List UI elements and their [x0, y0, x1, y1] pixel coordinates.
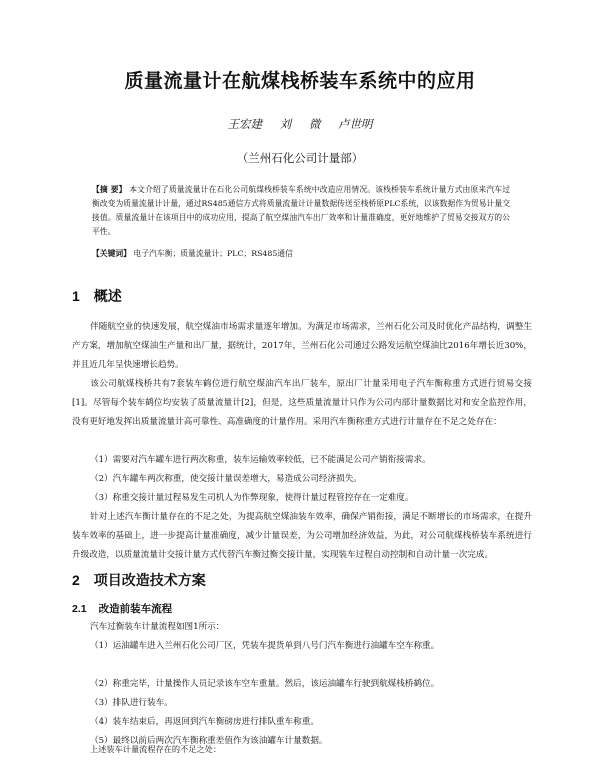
- subsection-number: 2.1: [72, 603, 87, 615]
- paragraph-text: 汽车过衡装车计量流程如图1所示：: [90, 622, 225, 632]
- paragraph-text: 针对上述汽车衡计量存在的不足之处，为提高航空煤油装车效率，确保产销衔接，满足不断增长的市场需求，在提升装车效率的基础上，进一步提高计量准确度，减少计量误差，为公司增加经济效益，为此，对公司航煤栈桥装车系统进行升级改造，以质量流量计交接计量方式代替汽车衡过衡交接计量，实现装车过程自动控制和自动计量一次完成。: [72, 512, 532, 560]
- section-title: 概述: [93, 288, 122, 304]
- abstract: [92, 183, 510, 239]
- list-item: （3）称重交接计量过程易发生司机人为作弊现象，使得计量过程管控存在一定难度。: [90, 493, 414, 503]
- paragraph: [72, 618, 532, 637]
- section-number: 2: [72, 572, 80, 588]
- list-item: （4）装车结束后，再返回到汽车衡磅房进行排队重车称重。: [90, 717, 319, 727]
- list-item: （2）汽车罐车两次称重，使交接计量误差增大，易造成公司经济损失。: [90, 474, 362, 484]
- section-number: 1: [72, 288, 80, 304]
- abstract-label: 【摘 要】: [92, 185, 127, 194]
- paragraph-text: 上述装车计量流程存在的不足之处：: [90, 744, 222, 754]
- subsection-title: 改造前装车流程: [98, 603, 173, 615]
- paragraph: [72, 508, 532, 565]
- paragraph-text: 伴随航空业的快速发展，航空煤油市场需求量逐年增加。为满足市场需求，兰州石化公司及时优化产品结构，调整生产方案，增加航空煤油生产量和出厂量，据统计，2017年，兰州石化公司通过公路发运航空煤油比2016年增长近30%，并且近几年呈快速增长趋势。: [72, 322, 532, 370]
- list-item: （3）排队进行装车。: [90, 698, 173, 708]
- section-heading: [72, 570, 206, 590]
- affiliation: （兰州石化公司计量部）: [236, 151, 364, 165]
- subsection-heading: [72, 601, 172, 616]
- paragraph: [72, 742, 532, 756]
- author-name: 卢世明: [337, 117, 373, 131]
- list-item: （1）需要对汽车罐车进行两次称重，装车运输效率较低，已不能满足公司产销衔接需求。: [90, 455, 431, 465]
- author-name: 刘 微: [279, 117, 321, 131]
- paper-title: 质量流量计在航煤栈桥装车系统中的应用: [124, 70, 476, 92]
- paragraph: [72, 318, 532, 375]
- section-title: 项目改造技术方案: [93, 572, 206, 588]
- list-item: （1）运油罐车进入兰州石化公司厂区，凭装车提货单到八号门汽车衡进行油罐车空车称重。: [90, 641, 440, 651]
- abstract-text: 本文介绍了质量流量计在石化公司航煤栈桥装车系统中改造应用情况。该栈桥装车系统计量方式由原来汽车过衡改变为质量流量计计量，通过RS485通信方式将质量流量计计量数据传送至栈桥原PLC系统，以该数据作为贸易计量交接值。质量流量计在该项目中的成功应用，提高了航空煤油汽车出厂效率和计量准确度，更好地维护了贸易交接双方的公平性。: [92, 185, 511, 236]
- list-item: （5）最终以前后两次汽车衡称重差值作为该油罐车计量数据。: [90, 736, 328, 746]
- keywords-label: 【关键词】: [92, 249, 131, 258]
- keywords-text: 电子汽车衡；质量流量计；PLC；RS485通信: [133, 249, 293, 258]
- list-item: （2）称重完毕，计量操作人员记录该车空车重量。然后，该运油罐车行驶到航煤栈桥鹤位。: [90, 679, 440, 689]
- author-list: [0, 116, 600, 132]
- paragraph: [72, 375, 532, 432]
- paragraph-text: 该公司航煤栈桥共有7套装车鹤位进行航空煤油汽车出厂装车，原出厂计量采用电子汽车衡称重方式进行贸易交接[1]。尽管每个装车鹤位均安装了质量流量计[2]，但是，这些质量流量计只作为公司内部计量数据比对和安全监控作用，没有更好地发挥出质量流量计高可靠性、高准确度的计量作用。采用汽车衡称重方式进行计量存在不足之处存在：: [72, 379, 532, 427]
- section-heading: [72, 286, 122, 306]
- author-name: 王宏建: [227, 117, 263, 131]
- keywords: [92, 247, 510, 261]
